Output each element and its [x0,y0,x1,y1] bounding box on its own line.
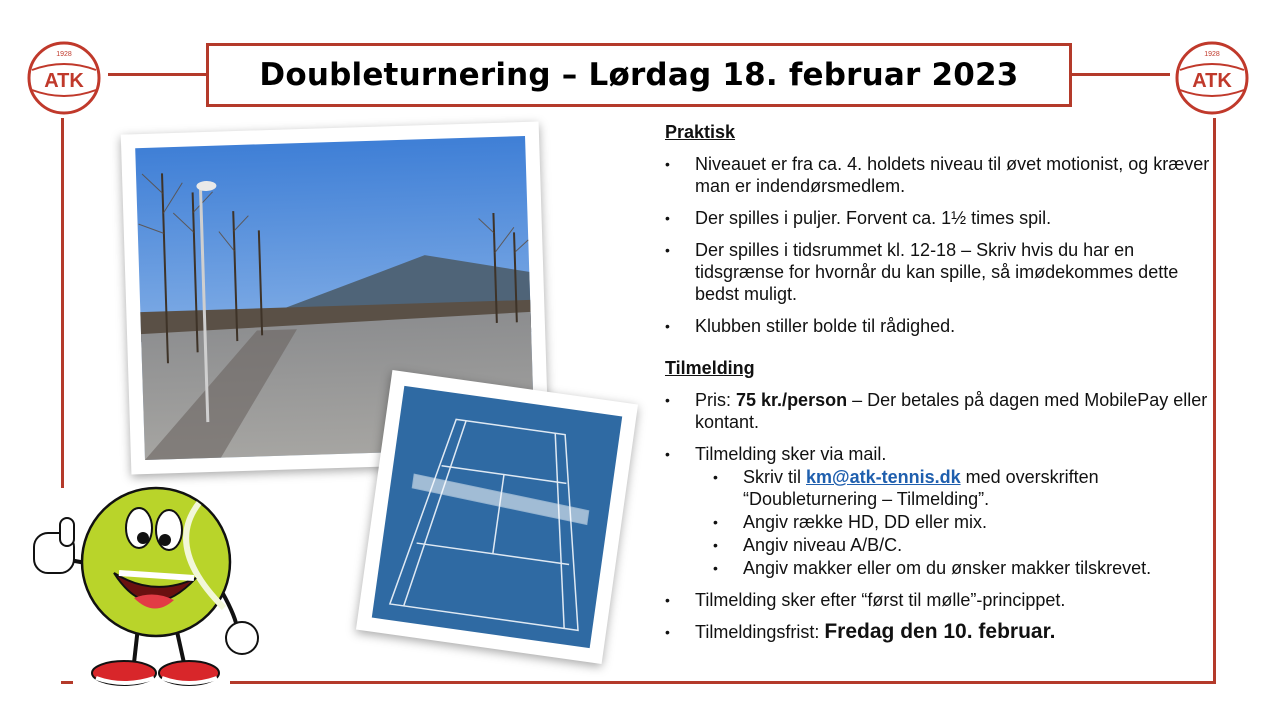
list-item: • Niveauet er fra ca. 4. holdets niveau til øvet motionist, og kræver man er indendørsmedlem. [665,153,1225,197]
info-content [665,121,1225,653]
tilmelding-heading: Tilmelding [665,358,755,378]
frame-top-right [1072,73,1170,76]
list-item: • Angiv makker eller om du ønsker makker tilskrevet. [695,557,1225,579]
write-to-item: • Skriv til km@atk-tennis.dk med overskriften “Doubleturnering – Tilmelding”. [695,466,1225,510]
svg-text:ATK: ATK [1192,70,1232,92]
praktisk-heading: Praktisk [665,122,736,142]
deadline-item: • Tilmeldingsfrist: Fredag den 10. februar. [665,621,1225,643]
first-come-item: • Tilmelding sker efter “først til mølle”-princippet. [665,589,1225,611]
frame-left [61,118,64,488]
list-item: • Der spilles i tidsrummet kl. 12-18 – Skriv hvis du har en tidsgrænse for hvornår du kan spille, så imødekommes dette bedst muligt. [665,239,1225,305]
frame-top-left [108,73,206,76]
tennis-ball-mascot [24,478,274,698]
svg-text:1928: 1928 [1204,51,1220,58]
title-box [206,43,1072,107]
praktisk-list [665,153,1225,337]
page-title: Doubleturnering – Lørdag 18. februar 2023 [259,57,1019,93]
via-mail-item: • Tilmelding sker via mail. • Skriv til km@atk-tennis.dk med overskriften “Doubleturnering – Tilmelding”. • Angiv række HD, DD eller mix. • Angiv niveau A/B/C. • Angiv makker eller om du ønsker makker tilskrevet. [665,443,1225,579]
list-item: • Der spilles i puljer. Forvent ca. 1½ times spil. [665,207,1225,229]
list-item: • Angiv niveau A/B/C. [695,534,1225,556]
svg-text:1928: 1928 [56,51,72,58]
atk-logo-left [26,40,102,116]
atk-logo-right [1174,40,1250,116]
frame-bottom [230,681,1216,684]
tilmelding-list [665,389,1225,643]
mail-instructions [695,466,1225,579]
court-photo [356,370,638,664]
email-link[interactable]: km@atk-tennis.dk [806,467,961,487]
svg-text:ATK: ATK [44,70,84,92]
list-item: • Angiv række HD, DD eller mix. [695,511,1225,533]
list-item: • Klubben stiller bolde til rådighed. [665,315,1225,337]
price-item: • Pris: 75 kr./person – Der betales på dagen med MobilePay eller kontant. [665,389,1225,433]
